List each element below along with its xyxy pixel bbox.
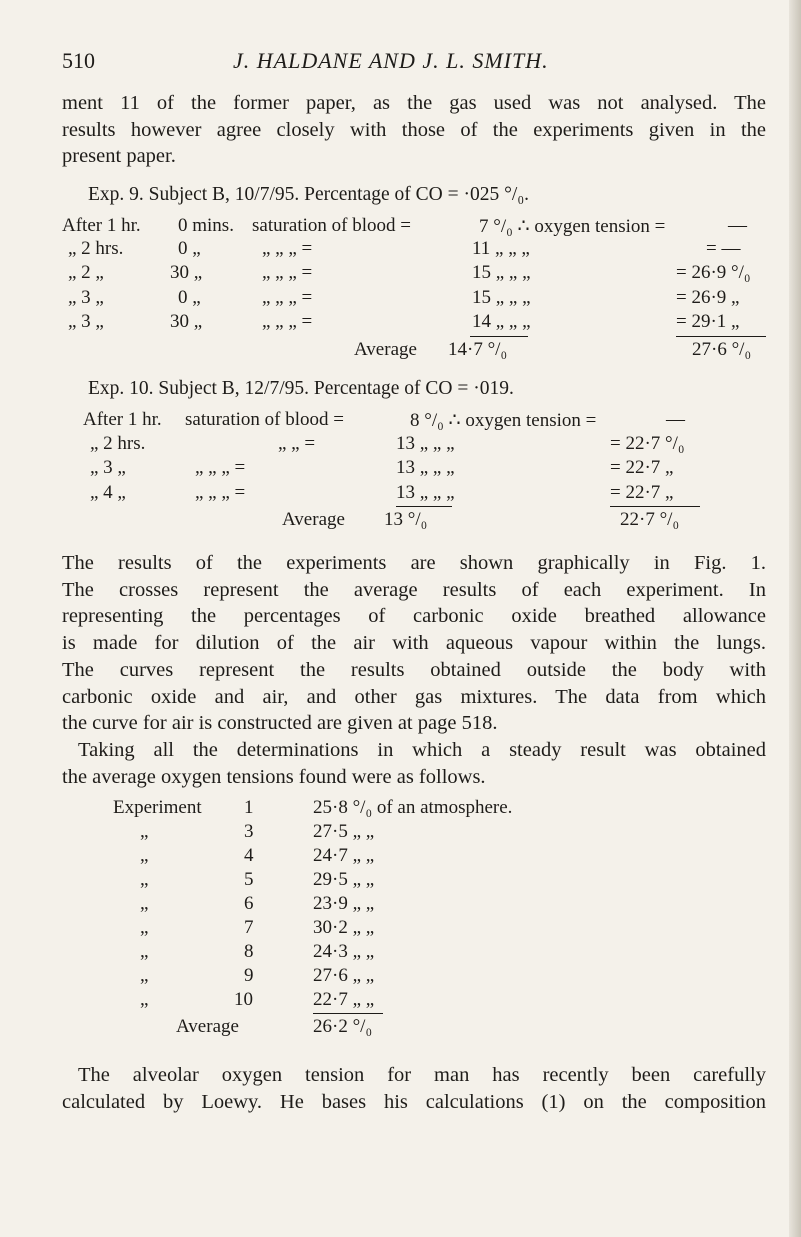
summary-value: 22·7 „ „ [313, 989, 375, 1010]
exp10-sat: 8 °/₀ ∴ oxygen tension = [410, 410, 597, 431]
exp9-sat: 14 „ „ „ [472, 311, 531, 332]
exp9-text: „ „ „ = [262, 238, 313, 259]
text-line: the average oxygen tensions found were as follows. [62, 765, 486, 788]
summary-value: 25·8 °/₀ of an atmosphere. [313, 797, 513, 818]
summary-num: 8 [244, 941, 254, 962]
summary-value: 27·6 „ „ [313, 965, 375, 986]
exp10-period: „ 4 „ [90, 482, 126, 503]
intro-paragraph [62, 90, 766, 170]
exp9-period: „ 2 „ [68, 262, 104, 283]
exp9-tension: = 29·1 „ [676, 311, 740, 332]
exp10-average-label: Average [282, 509, 345, 530]
exp10-text: „ „ = [278, 433, 316, 454]
exp9-period: After 1 hr. [62, 215, 141, 236]
exp10-sat: 13 „ „ „ [396, 433, 455, 454]
text-line: present paper. [62, 145, 176, 168]
text-line: calculated by Loewy. He bases his calculations (1) on the composition [62, 1090, 766, 1113]
running-title: J. HALDANE AND J. L. SMITH. [233, 48, 549, 73]
exp10-period: After 1 hr. [83, 409, 162, 430]
exp9-sat: 11 „ „ „ [472, 238, 530, 259]
summary-average-value: 26·2 °/₀ [313, 1016, 373, 1037]
text-line: The curves represent the results obtained outside the body with [62, 658, 766, 681]
page-number: 510 [62, 48, 95, 73]
exp10-title: Exp. 10. Subject B, 12/7/95. Percentage of CO = ·019. [88, 378, 514, 399]
exp9-average-sat: 14·7 °/₀ [448, 339, 508, 360]
text-line: is made for dilution of the air with aqueous vapour within the lungs. [62, 632, 766, 655]
exp9-tension: — [728, 215, 747, 236]
exp9-text: „ „ „ = [262, 311, 313, 332]
summary-label: „ [140, 845, 149, 866]
exp9-period: „ 3 „ [68, 311, 104, 332]
body-paragraph-2 [62, 1062, 766, 1115]
exp10-sat: 13 „ „ „ [396, 482, 455, 503]
exp9-mins: 0 „ [178, 238, 201, 259]
exp10-tension: = 22·7 °/₀ [610, 433, 685, 454]
exp10-average-tension: 22·7 °/₀ [620, 509, 680, 530]
exp10-period: „ 3 „ [90, 457, 126, 478]
exp9-text: saturation of blood = [252, 215, 411, 236]
summary-average-label: Average [176, 1016, 239, 1037]
summary-num: 7 [244, 917, 254, 938]
sum-rule [676, 336, 766, 337]
summary-num: 4 [244, 845, 254, 866]
exp9-text: „ „ „ = [262, 287, 313, 308]
text-line: The results of the experiments are shown graphically in Fig. 1. [62, 552, 766, 574]
summary-num: 3 [244, 821, 254, 842]
text-line: results however agree closely with those of the experiments given in the [62, 118, 766, 141]
summary-value: 23·9 „ „ [313, 893, 375, 914]
summary-num: 9 [244, 965, 254, 986]
summary-label: „ [140, 893, 149, 914]
summary-value: 24·7 „ „ [313, 845, 375, 866]
text-line: carbonic oxide and air, and other gas mixtures. The data from which [62, 685, 766, 708]
sum-rule [470, 336, 528, 337]
exp9-sat: 7 °/₀ ∴ oxygen tension = [479, 216, 666, 237]
exp10-tension: — [666, 409, 685, 430]
sum-rule [396, 506, 452, 507]
summary-value: 27·5 „ „ [313, 821, 375, 842]
text-line: ment 11 of the former paper, as the gas used was not analysed. The [62, 92, 766, 114]
exp10-text: „ „ „ = [195, 482, 246, 503]
text-line: the curve for air is constructed are given at page 518. [62, 712, 498, 735]
summary-label: „ [140, 821, 149, 842]
exp9-mins: 0 mins. [178, 215, 234, 236]
summary-label: „ [140, 941, 149, 962]
summary-label: Experiment [113, 797, 202, 818]
summary-value: 30·2 „ „ [313, 917, 375, 938]
exp9-text: „ „ „ = [262, 262, 313, 283]
exp10-average-sat: 13 °/₀ [384, 509, 428, 530]
summary-num: 10 [234, 989, 253, 1010]
exp9-mins: 30 „ [170, 311, 203, 332]
exp10-sat: 13 „ „ „ [396, 457, 455, 478]
text-line: representing the percentages of carbonic oxide breathed allowance [62, 605, 766, 628]
exp9-average-tension: 27·6 °/₀ [692, 339, 752, 360]
exp9-average-label: Average [354, 339, 417, 360]
exp10-period: „ 2 hrs. [90, 433, 146, 454]
exp9-period: „ 2 hrs. [68, 238, 124, 259]
sum-rule [313, 1013, 383, 1014]
summary-label: „ [140, 989, 149, 1010]
exp9-sat: 15 „ „ „ [472, 287, 531, 308]
exp9-tension: = 26·9 °/₀ [676, 262, 751, 283]
exp9-tension: = 26·9 „ [676, 287, 740, 308]
summary-value: 24·3 „ „ [313, 941, 375, 962]
sum-rule [610, 506, 700, 507]
text-line: Taking all the determinations in which a steady result was obtained [78, 738, 766, 761]
exp9-tension: = — [706, 238, 741, 259]
exp9-period: „ 3 „ [68, 287, 104, 308]
exp10-tension: = 22·7 „ [610, 457, 674, 478]
summary-num: 5 [244, 869, 254, 890]
text-line: The alveolar oxygen tension for man has recently been carefully [78, 1064, 766, 1086]
body-paragraph-1 [62, 550, 766, 790]
summary-num: 1 [244, 797, 254, 818]
text-line: The crosses represent the average results of each experiment. In [62, 578, 766, 601]
exp10-text: saturation of blood = [185, 409, 344, 430]
exp9-mins: 30 „ [170, 262, 203, 283]
summary-label: „ [140, 917, 149, 938]
exp10-text: „ „ „ = [195, 457, 246, 478]
summary-label: „ [140, 965, 149, 986]
summary-value: 29·5 „ „ [313, 869, 375, 890]
exp9-sat: 15 „ „ „ [472, 262, 531, 283]
exp10-tension: = 22·7 „ [610, 482, 674, 503]
summary-num: 6 [244, 893, 254, 914]
summary-label: „ [140, 869, 149, 890]
exp9-mins: 0 „ [178, 287, 201, 308]
exp9-title: Exp. 9. Subject B, 10/7/95. Percentage of CO = ·025 °/₀. [88, 184, 529, 205]
